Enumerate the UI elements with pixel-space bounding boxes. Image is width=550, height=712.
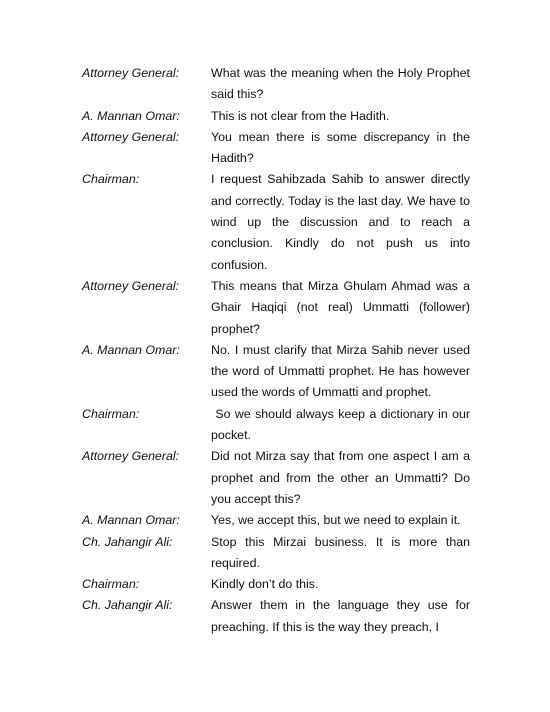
speaker-name: A. Mannan Omar: — [82, 513, 180, 528]
transcript — [82, 63, 474, 638]
speech-text: What was the meaning when the Holy Prophet said this? — [211, 66, 470, 102]
transcript-entry — [82, 446, 470, 510]
speech-text: Yes, we accept this, but we need to explain it. — [211, 513, 461, 528]
speech-text: Did not Mirza say that from one aspect I am a prophet and from the other an Ummatti? Do you accept this? — [211, 449, 470, 506]
speech-text: No. I must clarify that Mirza Sahib never used the word of Ummatti prophet. He has however used the words of Ummatti and prophet. — [211, 342, 470, 400]
speaker-name: Attorney General: — [82, 278, 180, 293]
speaker-name: Ch. Jahangir Ali: — [82, 598, 173, 613]
transcript-entry — [82, 404, 474, 447]
speech-text: So we should always keep a dictionary in our pocket. — [211, 406, 474, 443]
transcript-entry — [82, 63, 470, 106]
transcript-entry — [82, 340, 470, 404]
transcript-entry — [82, 127, 470, 170]
transcript-entry — [82, 276, 470, 340]
speaker-name: Chairman: — [82, 172, 140, 187]
speech-text: You mean there is some discrepancy in the Hadith? — [211, 129, 470, 166]
speech-text: Answer them in the language they use for preaching. If this is the way they preach, I — [211, 598, 470, 634]
transcript-entry — [82, 510, 470, 531]
speaker-name: A. Mannan Omar: — [82, 342, 180, 357]
speaker-name: A. Mannan Omar: — [82, 108, 180, 123]
speaker-name: Chairman: — [82, 577, 140, 592]
speaker-name: Chairman: — [82, 406, 140, 421]
transcript-entry — [82, 532, 470, 575]
transcript-entry — [82, 574, 470, 595]
transcript-entry — [82, 106, 470, 127]
transcript-entry — [82, 595, 470, 638]
speaker-name: Attorney General: — [82, 129, 180, 144]
speaker-name: Ch. Jahangir Ali: — [82, 534, 173, 549]
speech-text: I request Sahibzada Sahib to answer directly and correctly. Today is the last day. We have to wind up the discussion and to reach a conclusion. Kindly do not push us into confusion. — [211, 172, 470, 272]
speaker-name: Attorney General: — [82, 449, 180, 464]
speech-text: This is not clear from the Hadith. — [211, 108, 390, 123]
speech-text: Stop this Mirzai business. It is more than required. — [211, 534, 470, 570]
speech-text: This means that Mirza Ghulam Ahmad was a Ghair Haqiqi (not real) Ummatti (follower) prophet? — [211, 278, 470, 336]
transcript-entry — [82, 169, 470, 275]
speech-text: Kindly don’t do this. — [211, 577, 319, 592]
speaker-name: Attorney General: — [82, 66, 180, 80]
